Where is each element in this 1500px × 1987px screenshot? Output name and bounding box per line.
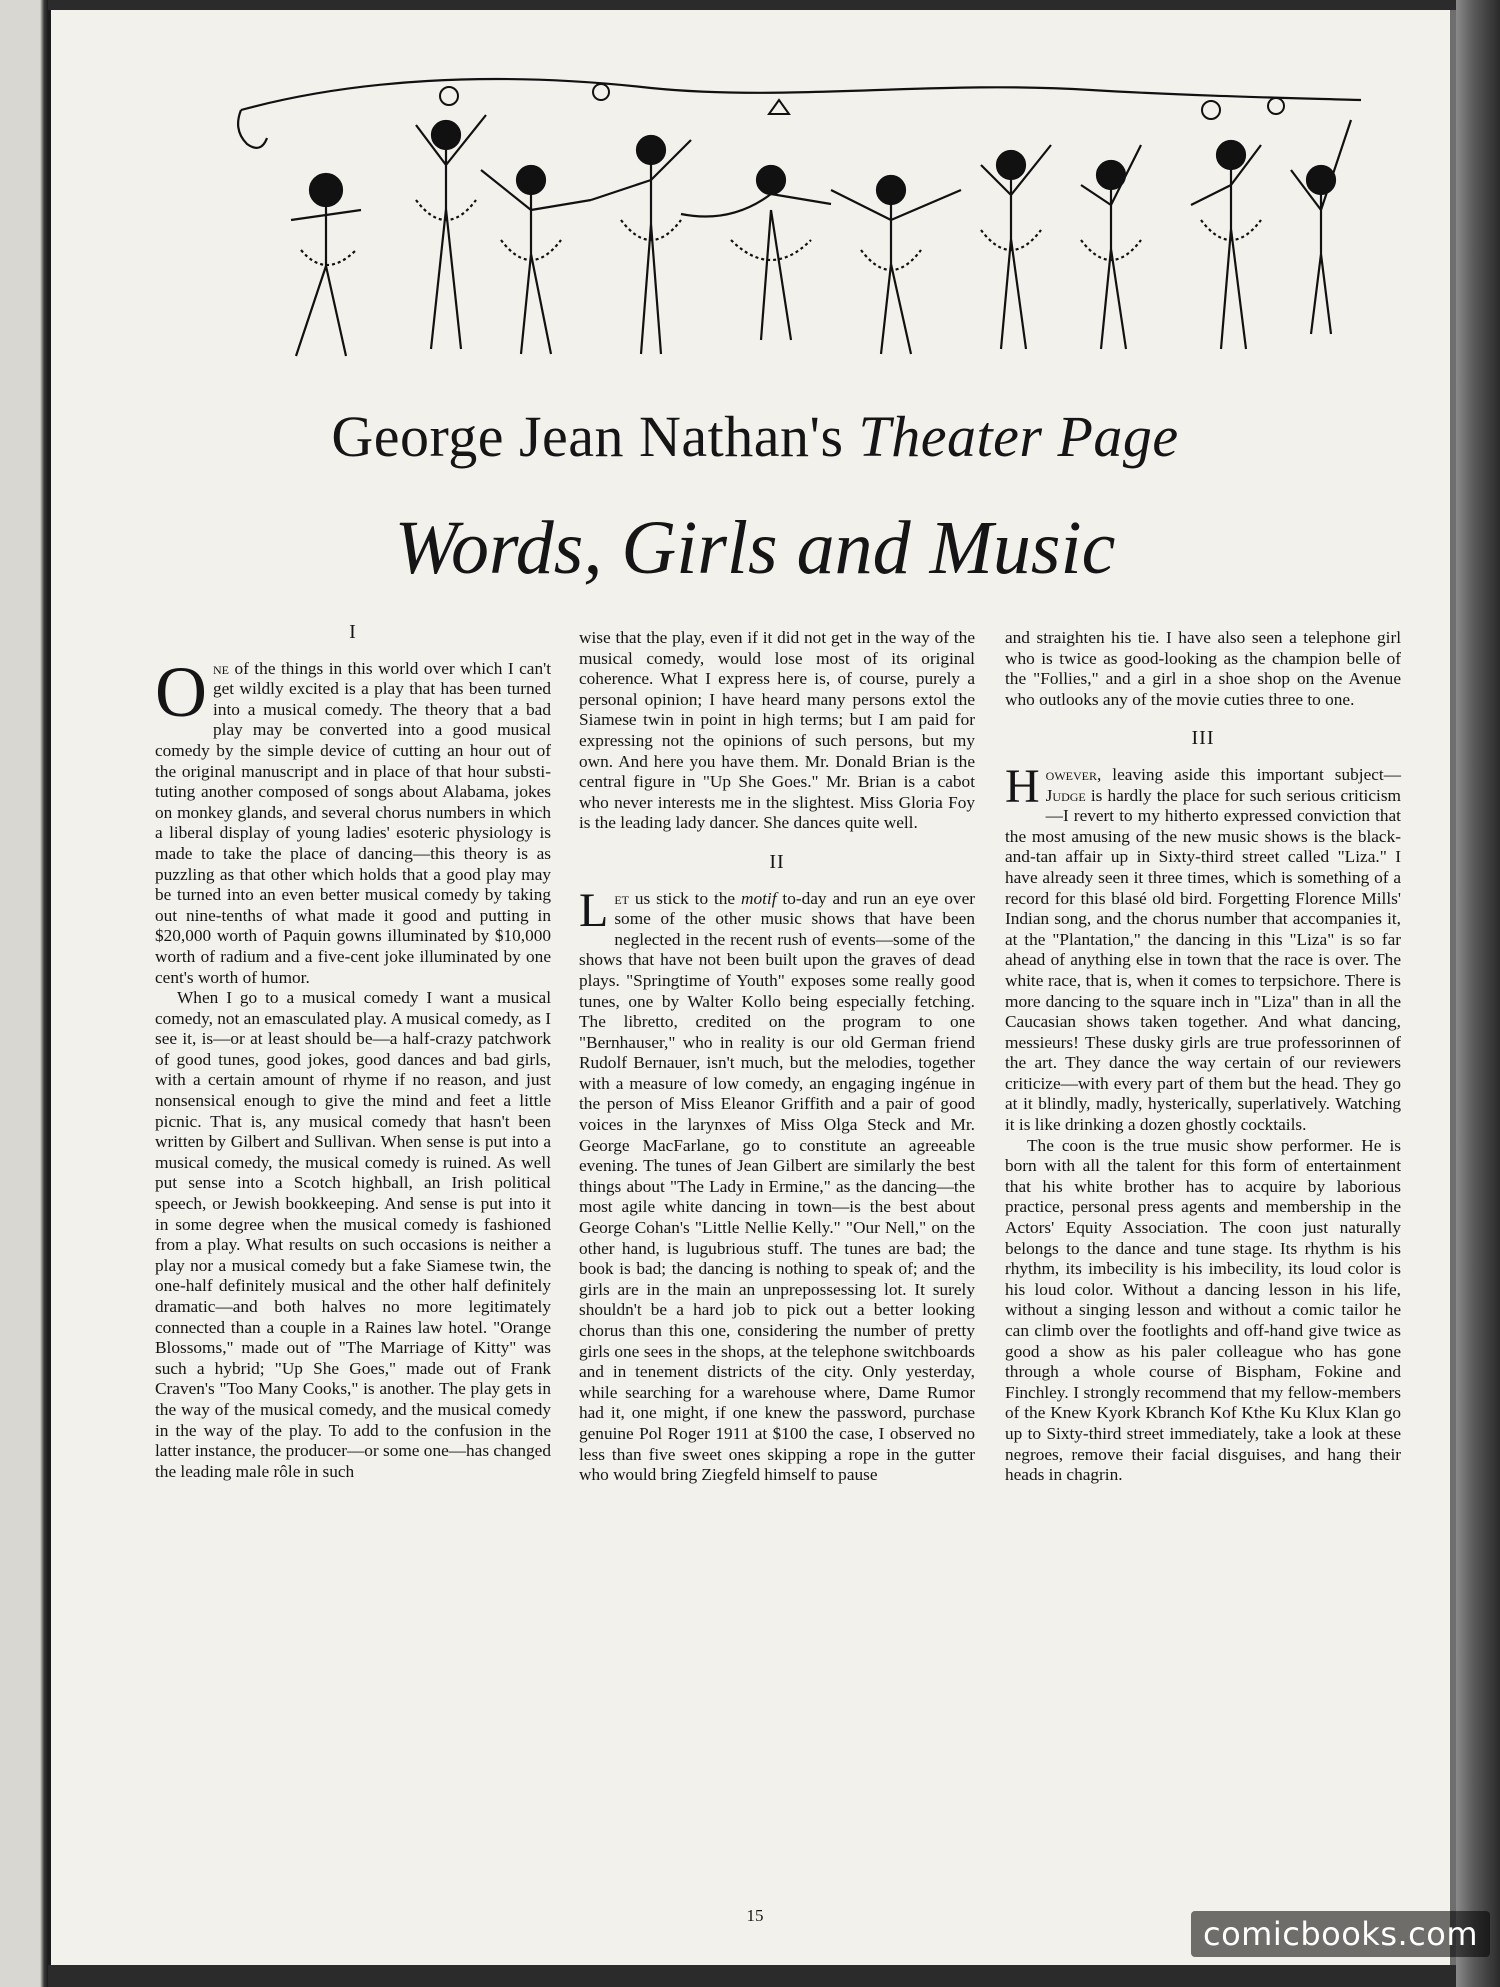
italic-word: motif xyxy=(741,888,777,908)
paragraph-text: of the things in this world over which I can't get wildly excited is a play that has been turned into a musical comedy. The theory that a bad play may be converted into a good musical comedy by the simple device of cutting an hour out of the original manuscript and in place of that hour substituting another composed of songs about Alabama, jokes on monkey glands, and several chorus numbers in which a liberal display of young ladies' esoteric physiology is made to take the place of dancing—this theory is as puzzling as that other which holds that a good play may be turned into an even better musical comedy by taking out nine-tenths of what made it good and putting in $20,000 worth of Paquin gowns illuminated by $10,000 worth of radium and a five-cent joke illuminated by one cent's worth of humor. xyxy=(155,658,551,987)
section-heading-2: II xyxy=(769,850,785,873)
paragraph-text: is hardly the place for such serious criticism—I revert to my hitherto expressed conviction that the most amusing of the new music shows is the black-and-tan affair up in Sixty-third street called "Liza." I have already seen it three times, which is something of a record for this blasé old bird. Forgetting Florence Mills' Indian song, and the chorus number that accompanies it, at the "Plantation," the dancing in this "Liza" is so far ahead of anything else in town that the race is over. The white race, that is, when it comes to terpsichore. There is more dancing to the square inch in "Liza" than in all the Caucasian shows taken together. And what dancing, messieurs! These dusky girls are true professorinnen of the art. They dance the way certain of our reviewers criticize—with every part of them but the head. They go at it blindly, madly, hysterically, superlatively. Watching it is like drinking a dozen ghostly cocktails. xyxy=(1005,785,1401,1135)
paragraph: The coon is the true music show performer. He is born with all the talent for this form of entertainment that his white brother has to acquire by laborious practice, personal press agents and membership in the Actors' Equity Association. The coon just naturally belongs to the dance and tune stage. Its rhythm is his rhythm, its imbecility is his imbecility, its loud color is his loud color. Without a dancing lesson in his life, without a singing lesson and without a comic tailor he can climb over the footlights and off-hand give twice as good a show as his paler colleague who has gone through a whole course of Bispham, Fokine and Finchley. I strongly recommend that my fellow-members of the Knew Kyork Kbranch Kof Kthe Ku Klux Klan go up to Sixty-third street immediately, take a look at these negroes, remove their facial disguises, and hang their heads in chagrin. xyxy=(1005,1135,1401,1485)
lead-in: owever xyxy=(1045,764,1097,784)
paragraph-text: to-day and run an eye over some of the other music shows that have been neglected in the recent rush of events—some of the shows that have not been built upon the graves of dead plays. "Springtime of Youth" exposes some really good tunes, one by Walter Kollo being especially fetching. The libretto, credited on the program to one "Bernhauser," who in reality is our old German friend Rudolf Bernauer, isn't much, but the melodies, together with a measure of low comedy, an engaging ingénue in the person of Miss Eleanor Griffith and a pair of good voices in the larynxes of Miss Olga Steck and Mr. George MacFarlane, go to constitute an agreeable evening. The tunes of Jean Gilbert are similarly the best things about "The Lady in Ermine," as the dancing—the most agile white dancing in town—is the best about George Cohan's "Little Nellie Kelly." "Our Nell," on the other hand, is lugubrious stuff. The tunes are bad; the book is bad; the dancing is nothing to speak of; and the girls are in the main an unprepossessing lot. It surely shouldn't be a hard job to pick out a better looking chorus than this one, considering the number of pretty girls one sees in the shops, at the telephone switchboards and in tenement districts of the city. Only yesterday, while searching for a warehouse where, Dame Rumor had it, one might, if one knew the password, purchase genuine Pol Roger 1911 at $100 the case, I observed no less than five sweet ones skipping a rope in the gutter who would bring Ziegfeld himself to pause xyxy=(579,888,975,1485)
section-heading-1: I xyxy=(349,621,357,643)
drop-cap: H xyxy=(1005,759,1040,813)
drop-cap: L xyxy=(579,883,609,937)
paragraph xyxy=(1005,759,1401,1136)
section-heading-3: III xyxy=(1191,727,1215,750)
paragraph-text: us stick to the xyxy=(629,888,741,908)
page-number: 15 xyxy=(746,1906,764,1925)
page-gutter xyxy=(0,0,48,1987)
column-3 xyxy=(1005,628,1401,1486)
lead-in: et xyxy=(614,888,629,908)
paragraph: When I go to a musical comedy I want a musical comedy, not an emasculated play. A musical comedy, as I see it, is—or at least should be—a half-crazy patchwork of good tunes, good jokes, good dances and bad girls, with a certain amount of rhyme if no reason, and just nonsensical enough to give the mind and feet a little picnic. That is, any musical comedy that hasn't been written by Gilbert and Sullivan. When sense is put into a musical comedy, the musical comedy is ruined. As well put sense into a Scotch highball, an Irish political speech, or Jewish bookkeeping. And sense is put into it in some degree when the musical comedy is fashioned from a play. What results on such occasions is neither a play nor a musical comedy but a fake Siamese twin, the one-half definitely musical and the other half definitely dramatic—and both halves no more legitimately connected than a couple in a Raines law hotel. "Orange Blossoms," made out of "The Marriage of Kitty" was such a hybrid; "Up She Goes," made out of Frank Craven's "Too Many Cooks," is another. The play gets in the way of the musical comedy, and the musical comedy in the way of the play. To add to the confusion in the latter instance, the producer—or some one—has changed the leading male rôle in such xyxy=(155,988,551,1481)
paragraph xyxy=(155,651,551,989)
paragraph-text: , leaving aside this important subject— xyxy=(1097,764,1401,784)
article-title: Words, Girls and Music xyxy=(394,506,1116,590)
drop-cap: O xyxy=(155,651,207,732)
lead-in: ne xyxy=(213,658,229,678)
paragraph: and straighten his tie. I have also seen a telephone girl who is twice as good-looking as the champion belle of the "Follies," and a girl in a shoe shop on the Avenue who outlooks any of the movie cuties three to one. xyxy=(1005,628,1401,709)
title-italic: Theater Page xyxy=(858,404,1179,469)
page-title xyxy=(51,404,1459,469)
magazine-page xyxy=(48,10,1456,1965)
column-1 xyxy=(155,622,551,1482)
dancing-chorus-girls-illustration xyxy=(231,70,1371,370)
site-watermark: comicbooks.com xyxy=(1191,1911,1490,1957)
column-2 xyxy=(579,628,975,1486)
title-plain: George Jean Nathan's xyxy=(331,404,844,469)
paragraph: wise that the play, even if it did not get in the way of the musical comedy, would lose most of its original coherence. What I express here is, of course, purely a personal opinion; I have heard many persons extol the Siamese twin in point in high terms; but I am paid for expressing not the opinions of such persons, but my own. And here you have them. Mr. Donald Brian is the central figure in "Up She Goes." Mr. Brian is a cabot who never interests me in the slightest. Miss Gloria Foy is the leading lady dancer. She dances quite well. xyxy=(579,628,975,833)
magazine-name: Judge xyxy=(1045,785,1086,805)
paragraph xyxy=(579,883,975,1486)
page-edge xyxy=(1456,0,1500,1987)
